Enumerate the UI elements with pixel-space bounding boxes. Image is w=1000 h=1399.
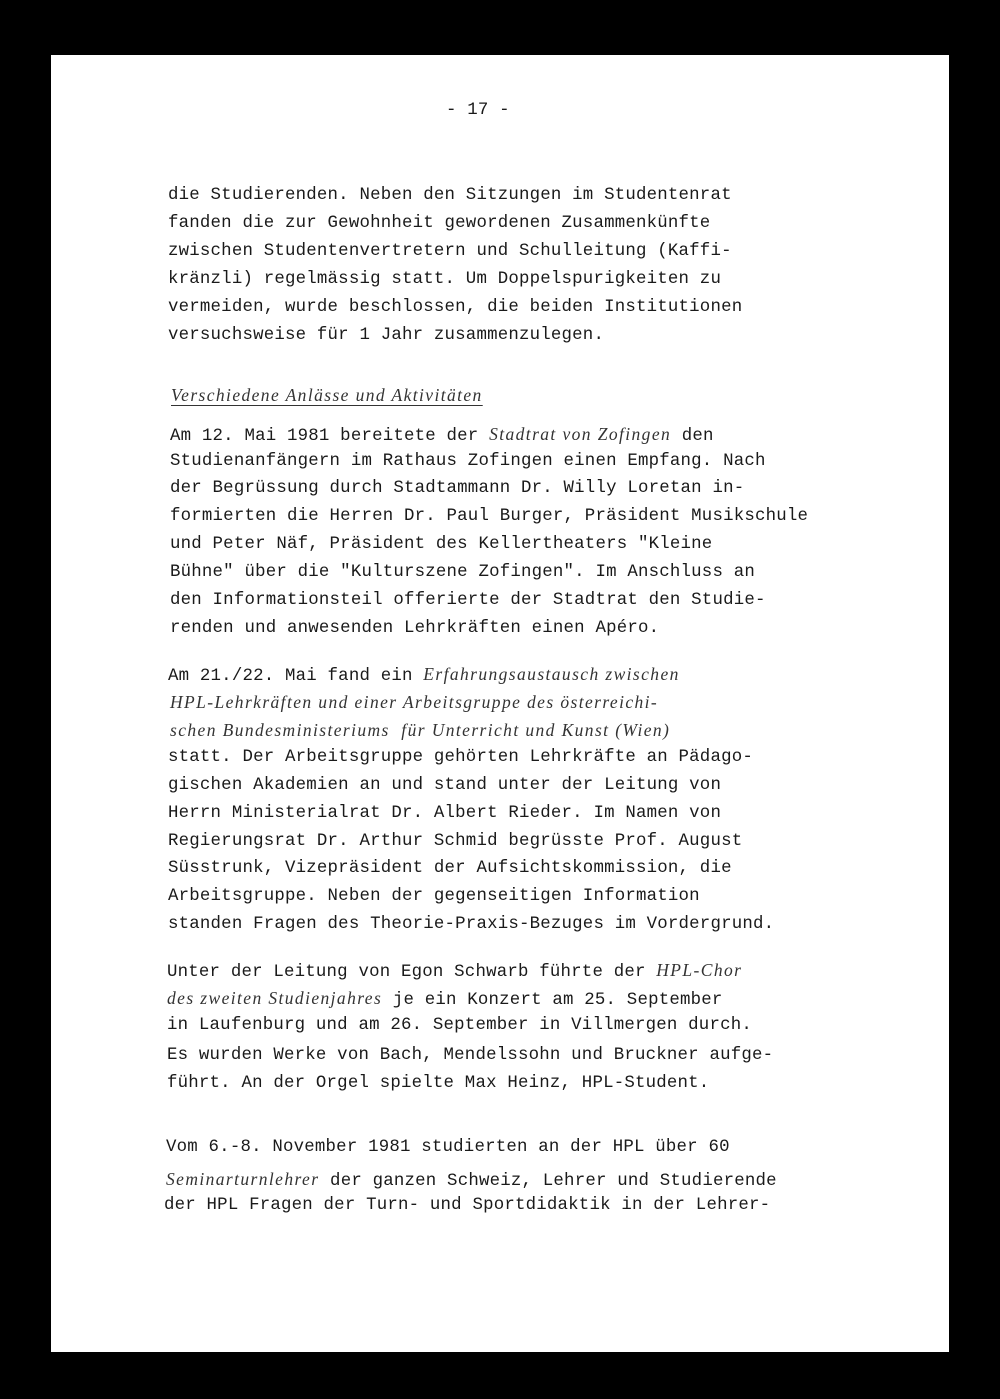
- text-line: Arbeitsgruppe. Neben der gegenseitigen Information: [168, 887, 700, 906]
- text-line-italic: schen Bundesministeriums für Unterricht und Kunst (Wien): [170, 720, 671, 740]
- text-segment: Am 21./22. Mai fand ein: [168, 667, 424, 686]
- text-line: statt. Der Arbeitsgruppe gehörten Lehrkräfte an Pädago-: [168, 748, 753, 767]
- text-line: Regierungsrat Dr. Arthur Schmid begrüsste Prof. August: [168, 832, 743, 851]
- text-segment: den: [671, 427, 714, 446]
- text-line: formierten die Herren Dr. Paul Burger, Präsident Musikschule: [170, 507, 809, 526]
- text-line: der HPL Fragen der Turn- und Sportdidaktik in der Lehrer-: [164, 1196, 771, 1215]
- text-line: in Laufenburg und am 26. September in Villmergen durch.: [167, 1016, 752, 1035]
- text-line: Süsstrunk, Vizepräsident der Aufsichtskommission, die: [168, 859, 732, 878]
- text-line: [167, 987, 723, 1012]
- text-segment: der ganzen Schweiz, Lehrer und Studierende: [319, 1172, 777, 1191]
- italic-emphasis: Erfahrungsaustausch zwischen: [423, 664, 680, 684]
- text-line: [170, 423, 714, 448]
- text-line: Vom 6.-8. November 1981 studierten an der HPL über 60: [166, 1138, 730, 1157]
- italic-emphasis: HPL-Chor: [656, 960, 743, 980]
- text-line: vermeiden, wurde beschlossen, die beiden Institutionen: [168, 298, 743, 317]
- text-line: standen Fragen des Theorie-Praxis-Bezuges im Vordergrund.: [168, 915, 775, 934]
- text-line: fanden die zur Gewohnheit gewordenen Zusammenkünfte: [168, 214, 711, 233]
- text-line-italic: HPL-Lehrkräften und einer Arbeitsgruppe des österreichi-: [170, 692, 659, 712]
- text-line: Bühne" über die "Kulturszene Zofingen". Im Anschluss an: [170, 563, 755, 582]
- text-line: versuchsweise für 1 Jahr zusammenzulegen.: [168, 326, 605, 345]
- text-line: [167, 959, 742, 984]
- italic-emphasis: Stadtrat von Zofingen: [489, 424, 672, 444]
- text-line: zwischen Studentenvertretern und Schulleitung (Kaffi-: [168, 242, 732, 261]
- text-line: Herrn Ministerialrat Dr. Albert Rieder. Im Namen von: [168, 804, 722, 823]
- text-line: führt. An der Orgel spielte Max Heinz, HPL-Student.: [167, 1074, 710, 1093]
- text-segment: je ein Konzert am 25. September: [382, 991, 723, 1010]
- document-page: [51, 55, 949, 1352]
- text-line: gischen Akademien an und stand unter der Leitung von: [168, 776, 722, 795]
- text-line: [168, 663, 680, 688]
- text-line: der Begrüssung durch Stadtammann Dr. Willy Loretan in-: [170, 479, 745, 498]
- text-line: [166, 1168, 777, 1193]
- text-line: Es wurden Werke von Bach, Mendelssohn und Bruckner aufge-: [167, 1046, 774, 1065]
- text-line: Studienanfängern im Rathaus Zofingen einen Empfang. Nach: [170, 452, 766, 471]
- text-segment: Unter der Leitung von Egon Schwarb führte der: [167, 963, 657, 982]
- text-line: den Informationsteil offerierte der Stadtrat den Studie-: [170, 591, 766, 610]
- section-heading: Verschiedene Anlässe und Aktivitäten: [171, 385, 483, 405]
- italic-emphasis: Seminarturnlehrer: [166, 1169, 320, 1189]
- text-line: die Studierenden. Neben den Sitzungen im Studentenrat: [168, 186, 732, 205]
- text-line: kränzli) regelmässig statt. Um Doppelspurigkeiten zu: [168, 270, 722, 289]
- text-line: renden und anwesenden Lehrkräften einen Apéro.: [170, 619, 660, 638]
- text-line: und Peter Näf, Präsident des Kellertheaters "Kleine: [170, 535, 713, 554]
- italic-emphasis: des zweiten Studienjahres: [167, 988, 383, 1008]
- page-number: - 17 -: [446, 101, 510, 120]
- text-segment: Am 12. Mai 1981 bereitete der: [170, 427, 490, 446]
